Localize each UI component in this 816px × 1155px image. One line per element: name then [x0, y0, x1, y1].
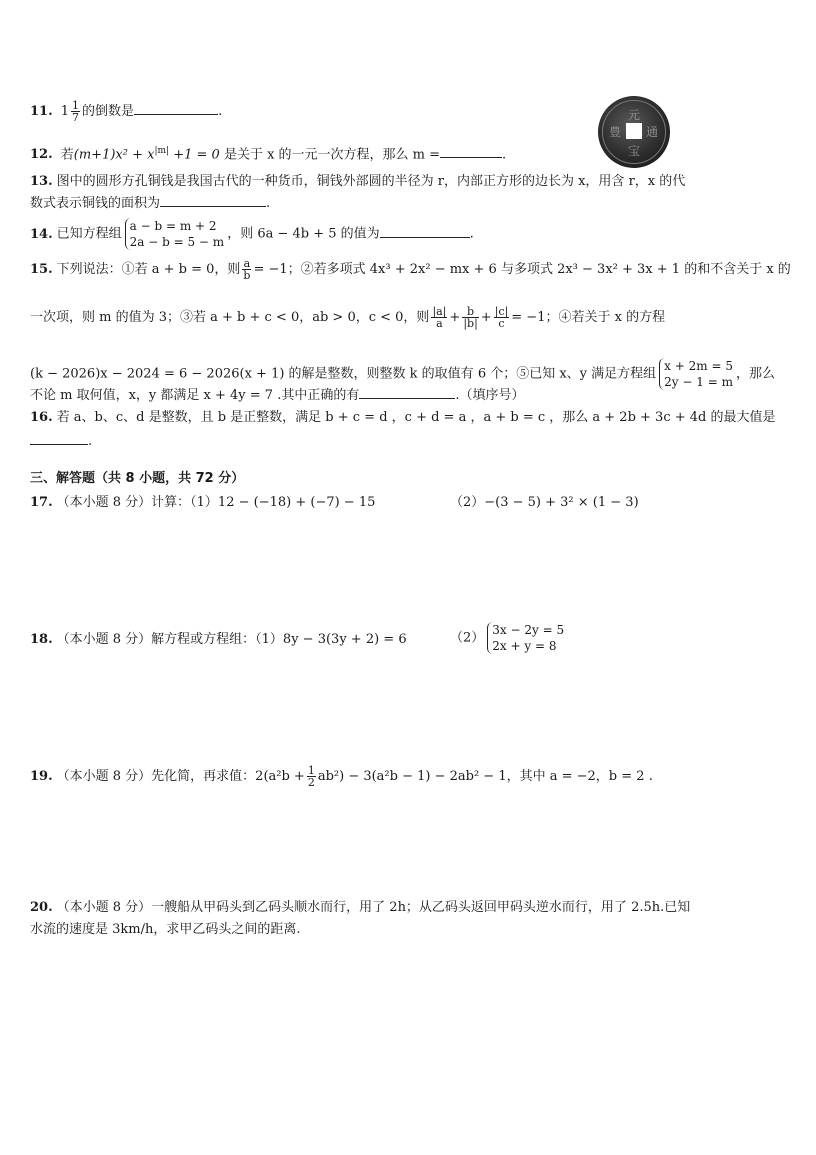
answer-blank[interactable] [134, 100, 218, 115]
answer-blank[interactable] [440, 143, 502, 158]
question-number: 15. [30, 262, 53, 277]
question-number: 14. [30, 226, 53, 242]
question-15: 15. 下列说法：①若 a + b = 0，则 $\frac{a}{b}$ = −1；②若多项式 4x³ + 2x² − mx + 6 与多项式 2x³ − 3x² + 3x + 1 的和不含关于 x 的 [30, 257, 791, 282]
question-16-line2: . [30, 430, 92, 452]
question-20-line2: 水流的速度是 3km/h，求甲乙码头之间的距离. [30, 922, 301, 937]
question-13-line2: 数式表示铜钱的面积为 . [30, 192, 270, 214]
square-hole [626, 123, 642, 139]
mixed-number-whole: 1 [60, 104, 70, 119]
equation-system: 3x − 2y = 5 2x + y = 8 [487, 622, 564, 654]
question-number: 13. [30, 174, 53, 189]
question-text: 图中的圆形方孔铜钱是我国古代的一种货币，铜钱外部圆的半径为 r，内部正方形的边长为 x，用含 r，x 的代 [56, 174, 686, 189]
question-number: 12. [30, 147, 53, 163]
question-text: （本小题 8 分）计算：（1）12 − (−18) + (−7) − 15 [56, 495, 376, 510]
question-11: 11. 1 $\frac{1}{7}$ 的倒数是 . [30, 99, 223, 124]
question-18-part2: （2） 3x − 2y = 5 2x + y = 8 [450, 623, 565, 653]
question-15-line2: 一次项，则 m 的值为 3；③若 a + b + c < 0，ab > 0，c < 0，则 $\frac{|a|}{a}$ + $\frac{b}{|b|}$ + $\frac{|c|}{c}$ = −1；④若关于 x 的方程 [30, 305, 666, 330]
question-text: （本小题 8 分）一艘船从甲码头到乙码头顺水而行，用了 2h；从乙码头返回甲码头逆水而行，用了 2.5h.已知 [56, 900, 691, 915]
fraction: $\frac{|a|}{a}$ [432, 305, 447, 330]
equation-system: a − b = m + 2 2a − b = 5 − m [125, 218, 225, 250]
question-15-line3: (k − 2026)x − 2024 = 6 − 2026(x + 1) 的解是整数，则整数 k 的取值有 6 个；⑤已知 x、y 满足方程组 x + 2m = 5 2y − 1 = m ，那么 [30, 359, 775, 389]
equation-system: x + 2m = 5 2y − 1 = m [659, 358, 733, 390]
question-number: 20. [30, 900, 53, 915]
answer-blank[interactable] [359, 384, 455, 399]
question-15-line4: 不论 m 取何值，x，y 都满足 x + 4y = 7 .其中正确的有 .（填序号） [30, 384, 524, 406]
question-number: 11. [30, 104, 53, 119]
fraction: $\frac{a}{b}$ [243, 257, 251, 282]
question-number: 18. [30, 632, 53, 647]
answer-blank[interactable] [380, 223, 470, 238]
copper-coin-image: 元 通 宝 豊 [598, 96, 670, 168]
fraction: $\frac{1}{2}$ [307, 764, 315, 789]
question-14: 14. 已知方程组 a − b = m + 2 2a − b = 5 − m ，则 6a − 4b + 5 的值为 . [30, 219, 474, 249]
question-19: 19. （本小题 8 分）先化简，再求值：2(a²b + $\frac{1}{2}$ ab²) − 3(a²b − 1) − 2ab² − 1，其中 a = −2，b = 2 . [30, 764, 653, 789]
question-text: （本小题 8 分）解方程或方程组：（1）8y − 3(3y + 2) = 6 [56, 632, 407, 647]
question-text: ，则 6a − 4b + 5 的值为 [227, 226, 380, 242]
question-18 [30, 630, 407, 650]
question-number: 17. [30, 495, 53, 510]
answer-blank[interactable] [160, 192, 266, 207]
fraction: $\frac{b}{|b|}$ [463, 305, 478, 330]
question-number: 16. [30, 410, 53, 425]
fraction: $\frac{|c|}{c}$ [494, 305, 509, 330]
question-text: 若 a、b、c、d 是整数，且 b 是正整数，满足 b + c = d ，c + d = a ，a + b = c ，那么 a + 2b + 3c + 4d 的最大值是 [56, 410, 776, 425]
question-16 [30, 408, 775, 428]
question-17 [30, 493, 375, 513]
fraction: $\frac{1}{7}$ [72, 99, 80, 124]
question-number: 19. [30, 769, 53, 784]
question-text: 的倒数是 [82, 104, 135, 119]
question-text: 是关于 x 的一元一次方程，那么 m = [223, 147, 441, 163]
equation: (m+1)x² + x [73, 147, 155, 163]
question-20 [30, 898, 690, 918]
question-13 [30, 172, 685, 192]
question-17-part2: （2）−(3 − 5) + 3² × (1 − 3) [450, 495, 639, 510]
section-heading: 三、解答题（共 8 小题，共 72 分） [30, 471, 245, 486]
answer-blank[interactable] [30, 430, 88, 445]
question-12: 12. 若$(m+1)x^2 + x^{|m|} +1 = 0$ 是关于 x 的一元一次方程，那么 m = . [30, 141, 506, 165]
